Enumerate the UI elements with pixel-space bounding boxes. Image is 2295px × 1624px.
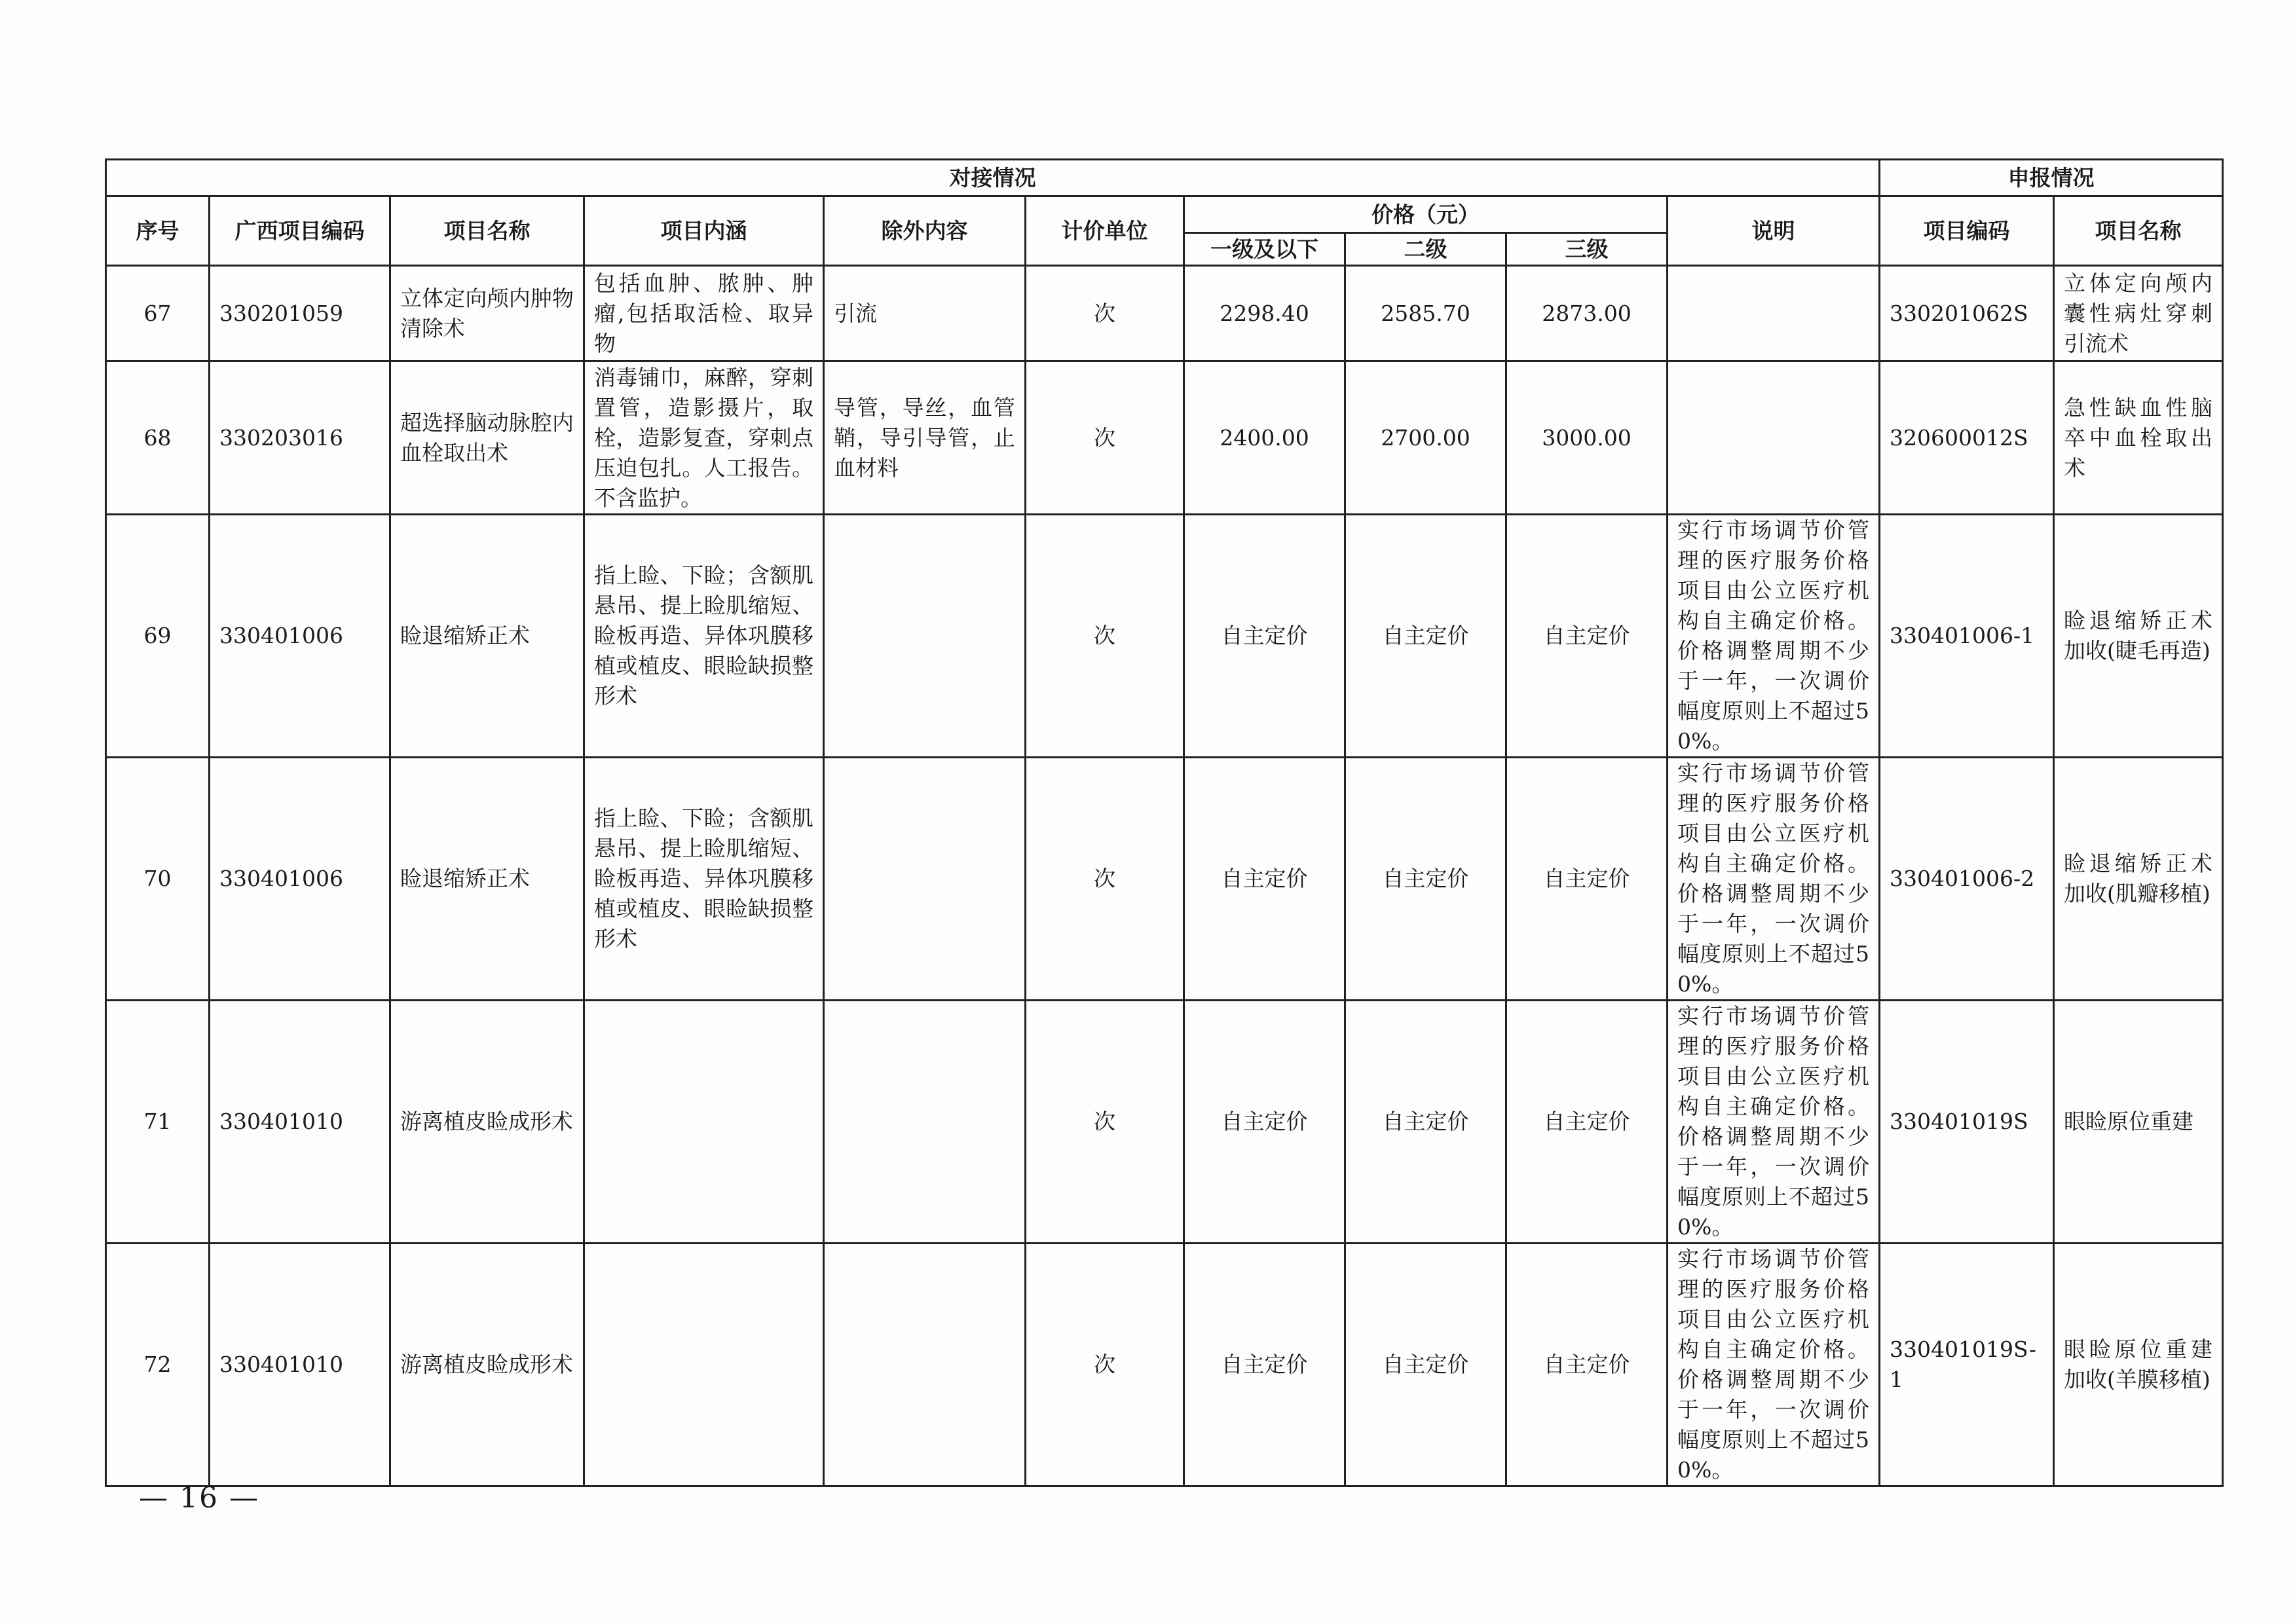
unit-cell: 次 [1026,1244,1184,1486]
price-level1-header: 一级及以下 [1184,233,1345,266]
unit-header: 计价单位 [1026,196,1184,266]
decl-name-cell: 眼睑原位重建 [2054,1001,2223,1244]
price-level3-cell: 2873.00 [1506,266,1668,361]
seq-cell: 68 [106,361,210,515]
gx-code-cell: 330401010 [210,1244,390,1486]
group-docking-header: 对接情况 [106,160,1880,196]
content-cell: 消毒铺巾，麻醉，穿刺置管，造影摄片，取栓，造影复查，穿刺点压迫包扎。人工报告。不含监护。 [584,361,824,515]
price-level2-cell: 自主定价 [1345,1001,1506,1244]
table-row [106,361,2223,515]
decl-name-cell: 睑退缩矫正术加收(肌瓣移植) [2054,758,2223,1001]
note-cell: 实行市场调节价管理的医疗服务价格项目由公立医疗机构自主确定价格。价格调整周期不少于一年，一次调价幅度原则上不超过50%。 [1668,758,1880,1001]
seq-cell: 69 [106,515,210,758]
exclude-cell [824,1244,1026,1486]
note-cell: 实行市场调节价管理的医疗服务价格项目由公立医疗机构自主确定价格。价格调整周期不少于一年，一次调价幅度原则上不超过50%。 [1668,1001,1880,1244]
price-level2-cell: 自主定价 [1345,758,1506,1001]
decl-code-cell: 330401019S [1880,1001,2054,1244]
name-cell: 游离植皮睑成形术 [390,1001,584,1244]
price-level1-cell: 自主定价 [1184,1001,1345,1244]
group-declare-header: 申报情况 [1880,160,2223,196]
price-level1-cell: 2298.40 [1184,266,1345,361]
page-number: — 16 — [139,1481,259,1515]
gx-code-cell: 330401010 [210,1001,390,1244]
price-level2-cell: 2585.70 [1345,266,1506,361]
content-cell: 包括血肿、脓肿、肿瘤,包括取活检、取异物 [584,266,824,361]
table-row [106,758,2223,1001]
unit-cell: 次 [1026,758,1184,1001]
note-cell: 实行市场调节价管理的医疗服务价格项目由公立医疗机构自主确定价格。价格调整周期不少于一年，一次调价幅度原则上不超过50%。 [1668,515,1880,758]
name-header: 项目名称 [390,196,584,266]
table-row [106,515,2223,758]
group-header-row [106,160,2223,196]
price-level2-cell: 自主定价 [1345,1244,1506,1486]
name-cell: 游离植皮睑成形术 [390,1244,584,1486]
price-level3-cell: 3000.00 [1506,361,1668,515]
unit-cell: 次 [1026,361,1184,515]
price-level3-cell: 自主定价 [1506,758,1668,1001]
gx-code-cell: 330401006 [210,758,390,1001]
price-level2-cell: 2700.00 [1345,361,1506,515]
seq-cell: 71 [106,1001,210,1244]
gx-code-header: 广西项目编码 [210,196,390,266]
exclude-cell: 导管，导丝，血管鞘，导引导管，止血材料 [824,361,1026,515]
unit-cell: 次 [1026,1001,1184,1244]
exclude-cell [824,515,1026,758]
gx-code-cell: 330201059 [210,266,390,361]
note-cell: 实行市场调节价管理的医疗服务价格项目由公立医疗机构自主确定价格。价格调整周期不少于一年，一次调价幅度原则上不超过50%。 [1668,1244,1880,1486]
decl-code-header: 项目编码 [1880,196,2054,266]
price-level3-header: 三级 [1506,233,1668,266]
price-level1-cell: 自主定价 [1184,758,1345,1001]
table-row [106,1001,2223,1244]
seq-cell: 72 [106,1244,210,1486]
price-level2-cell: 自主定价 [1345,515,1506,758]
content-cell: 指上睑、下睑；含额肌悬吊、提上睑肌缩短、睑板再造、异体巩膜移植或植皮、眼睑缺损整形术 [584,515,824,758]
name-cell: 超选择脑动脉腔内血栓取出术 [390,361,584,515]
table-row [106,266,2223,361]
content-cell: 指上睑、下睑；含额肌悬吊、提上睑肌缩短、睑板再造、异体巩膜移植或植皮、眼睑缺损整形术 [584,758,824,1001]
decl-name-cell: 急性缺血性脑卒中血栓取出术 [2054,361,2223,515]
decl-name-cell: 眼睑原位重建加收(羊膜移植) [2054,1244,2223,1486]
name-cell: 睑退缩矫正术 [390,758,584,1001]
price-table [105,158,2224,1487]
name-cell: 睑退缩矫正术 [390,515,584,758]
decl-name-cell: 立体定向颅内囊性病灶穿刺引流术 [2054,266,2223,361]
exclude-cell [824,758,1026,1001]
content-cell [584,1001,824,1244]
decl-code-cell: 330401006-1 [1880,515,2054,758]
decl-name-cell: 睑退缩矫正术加收(睫毛再造) [2054,515,2223,758]
content-header: 项目内涵 [584,196,824,266]
exclude-cell [824,1001,1026,1244]
price-level1-cell: 自主定价 [1184,515,1345,758]
decl-code-cell: 330201062S [1880,266,2054,361]
unit-cell: 次 [1026,266,1184,361]
note-cell [1668,361,1880,515]
seq-header: 序号 [106,196,210,266]
seq-cell: 67 [106,266,210,361]
name-cell: 立体定向颅内肿物清除术 [390,266,584,361]
table-row [106,1244,2223,1486]
note-cell [1668,266,1880,361]
price-level3-cell: 自主定价 [1506,1244,1668,1486]
price-level3-cell: 自主定价 [1506,515,1668,758]
gx-code-cell: 330401006 [210,515,390,758]
decl-code-cell: 320600012S [1880,361,2054,515]
decl-name-header: 项目名称 [2054,196,2223,266]
price-level3-cell: 自主定价 [1506,1001,1668,1244]
content-cell [584,1244,824,1486]
note-header: 说明 [1668,196,1880,266]
seq-cell: 70 [106,758,210,1001]
unit-cell: 次 [1026,515,1184,758]
price-group-header: 价格（元） [1184,196,1668,233]
price-level1-cell: 自主定价 [1184,1244,1345,1486]
decl-code-cell: 330401019S-1 [1880,1244,2054,1486]
price-level1-cell: 2400.00 [1184,361,1345,515]
price-level2-header: 二级 [1345,233,1506,266]
exclude-cell: 引流 [824,266,1026,361]
column-header-row [106,196,2223,233]
exclude-header: 除外内容 [824,196,1026,266]
decl-code-cell: 330401006-2 [1880,758,2054,1001]
gx-code-cell: 330203016 [210,361,390,515]
